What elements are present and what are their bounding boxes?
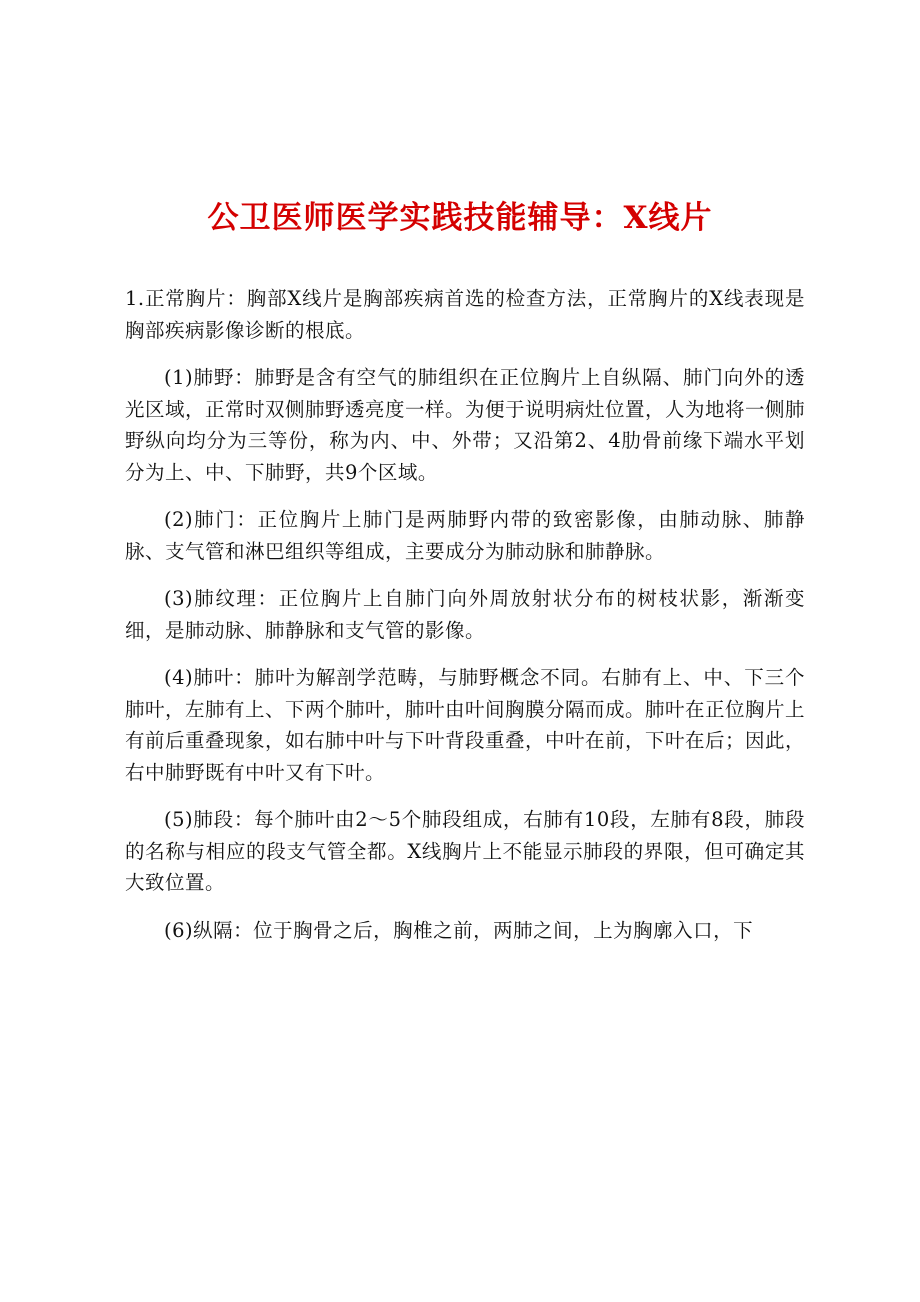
document-title: 公卫医师医学实践技能辅导：X线片 bbox=[207, 200, 713, 236]
paragraph-lung-segment: (5)肺段：每个肺叶由2～5个肺段组成，右肺有10段，左肺有8段，肺段的名称与相应的段支气管全都。X线胸片上不能显示肺段的界限，但可确定其大致位置。 bbox=[125, 808, 805, 894]
paragraph-normal-chest-film: 1.正常胸片：胸部X线片是胸部疾病首选的检查方法，正常胸片的X线表现是胸部疾病影像诊断的根底。 bbox=[125, 287, 805, 342]
paragraph-lung-markings: (3)肺纹理：正位胸片上自肺门向外周放射状分布的树枝状影，渐渐变细，是肺动脉、肺静脉和支气管的影像。 bbox=[125, 587, 805, 642]
paragraph-mediastinum: (6)纵隔：位于胸骨之后，胸椎之前，两肺之间，上为胸廓入口，下 bbox=[164, 918, 754, 942]
paragraph-lung-lobe: (4)肺叶：肺叶为解剖学范畴，与肺野概念不同。右肺有上、中、下三个肺叶，左肺有上、下两个肺叶，肺叶由叶间胸膜分隔而成。肺叶在正位胸片上有前后重叠现象，如右肺中叶与下叶背段重叠，中叶在前，下叶在后；因此，右中肺野既有中叶又有下叶。 bbox=[125, 666, 806, 784]
paragraph-lung-field: (1)肺野：肺野是含有空气的肺组织在正位胸片上自纵隔、肺门向外的透光区域，正常时双侧肺野透亮度一样。为便于说明病灶位置，人为地将一侧肺野纵向均分为三等份，称为内、中、外带；又沿第2、4肋骨前缘下端水平划分为上、中、下肺野，共9个区域。 bbox=[125, 366, 806, 484]
document-body bbox=[125, 283, 805, 962]
paragraph-hilum: (2)肺门：正位胸片上肺门是两肺野内带的致密影像，由肺动脉、肺静脉、支气管和淋巴组织等组成，主要成分为肺动脉和肺静脉。 bbox=[125, 508, 805, 563]
